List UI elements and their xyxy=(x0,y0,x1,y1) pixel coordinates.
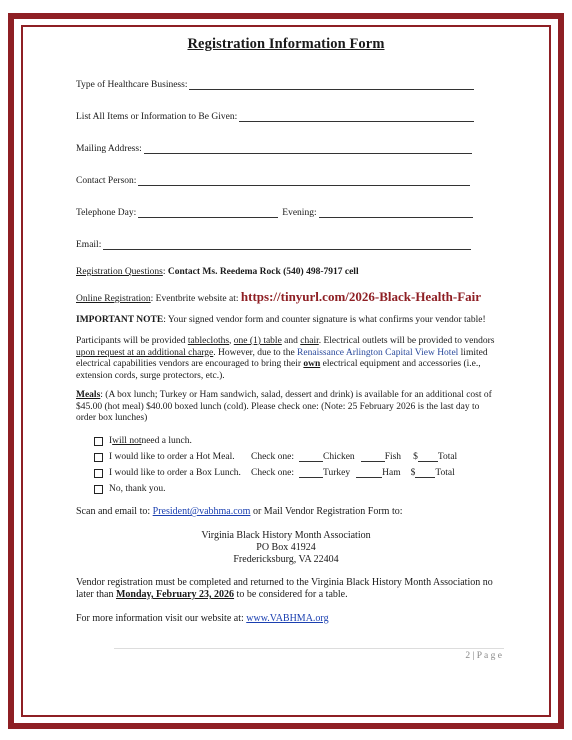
turkey-blank[interactable] xyxy=(299,468,323,478)
option-no-lunch-text: need a lunch. xyxy=(141,436,192,446)
participants-text: , xyxy=(229,336,234,346)
field-business-label: Type of Healthcare Business: xyxy=(76,80,188,90)
registration-questions-text: Contact Ms. Reedema Rock (540) 498-7917 cell xyxy=(167,267,359,277)
participants-text: . Electrical outlets will be provided to vendors xyxy=(318,336,495,346)
website-link[interactable]: www.VABHMA.org xyxy=(246,613,329,624)
field-email-label: Email: xyxy=(76,240,102,250)
field-mailing-input[interactable] xyxy=(144,144,472,154)
more-info-text: For more information visit our website at: xyxy=(76,613,247,624)
box-lunch-total-label: Total xyxy=(435,468,455,478)
field-email xyxy=(76,240,474,250)
field-business xyxy=(76,80,474,90)
hot-meal-dollar: $ xyxy=(413,452,418,462)
option-hot-meal[interactable] xyxy=(94,452,457,462)
meals-label: Meals xyxy=(76,390,101,400)
participants-text: Participants will be provided xyxy=(76,336,188,346)
field-items xyxy=(76,112,474,122)
address-org: Virginia Black History Month Association xyxy=(201,530,371,541)
meals-paragraph xyxy=(76,390,496,425)
participants-text: . However, due to the xyxy=(213,347,298,358)
meals-text: : (A box lunch; Turkey or Ham sandwich, salad, dessert and drink) is available for an additional cost of $45.00 (hot meal) $40.00 boxed lunch (cold). Please check one: (Note: 25 February 2026 is the last day to order box lunches) xyxy=(76,390,492,423)
field-contact xyxy=(76,176,474,186)
ham-label: Ham xyxy=(382,468,401,478)
hot-meal-total-label: Total xyxy=(437,452,458,462)
hot-meal-total-blank[interactable] xyxy=(418,452,438,462)
option-no-lunch-will-not: will not xyxy=(112,436,142,446)
important-note xyxy=(76,315,496,327)
checkbox-box-lunch[interactable] xyxy=(94,469,103,478)
checkbox-no-thanks[interactable] xyxy=(94,485,103,494)
form-body xyxy=(76,30,496,53)
address-po: PO Box 41924 xyxy=(256,542,316,553)
option-no-lunch[interactable] xyxy=(94,436,192,446)
checkbox-no-lunch[interactable] xyxy=(94,437,103,446)
field-telephone xyxy=(76,208,474,218)
participants-text: electrical equipment and accessories (i.e., extension cords, surge protectors, etc.). xyxy=(76,359,481,381)
page-title: Registration Information Form xyxy=(187,36,385,52)
address-city: Fredericksburg, VA 22404 xyxy=(233,554,339,565)
participants-text: and xyxy=(281,336,301,346)
page-number-value: 2 xyxy=(465,651,471,661)
more-info-line xyxy=(76,613,496,625)
page-number xyxy=(465,651,502,661)
check-one-label: Check one: xyxy=(251,452,295,462)
registration-questions: Registration Questions: Contact Ms. Reedema Rock (540) 498-7917 cell xyxy=(76,267,359,277)
participants-chair: chair xyxy=(300,336,319,346)
chicken-label: Chicken xyxy=(323,452,355,462)
participants-one-table: one (1) table xyxy=(233,336,282,346)
deadline-paragraph xyxy=(76,577,496,601)
field-mailing xyxy=(76,144,474,154)
page-number-label: P a g e xyxy=(476,651,502,661)
field-items-input[interactable] xyxy=(239,112,474,122)
option-no-lunch-text: I xyxy=(109,436,113,446)
option-hot-meal-label: I would like to order a Hot Meal. xyxy=(109,452,235,462)
option-box-lunch[interactable] xyxy=(94,468,455,478)
participants-upon-request: upon request at an additional charge xyxy=(76,347,214,358)
scan-text: Scan and email to: xyxy=(76,506,153,517)
box-lunch-dollar: $ xyxy=(410,468,416,478)
box-lunch-total-blank[interactable] xyxy=(415,468,435,478)
president-email-link[interactable]: President@vabhma.com xyxy=(152,506,251,517)
chicken-blank[interactable] xyxy=(299,452,323,462)
check-one-label: Check one: xyxy=(251,468,295,478)
deadline-text: to be considered for a table. xyxy=(234,589,348,600)
page-number-separator: | xyxy=(470,651,477,661)
field-telephone-day-input[interactable] xyxy=(138,208,278,218)
field-telephone-day-label: Telephone Day: xyxy=(76,208,137,218)
participants-tablecloths: tablecloths xyxy=(187,336,230,346)
option-no-thanks-label: No, thank you. xyxy=(109,484,166,494)
online-registration xyxy=(76,289,496,307)
turkey-label: Turkey xyxy=(323,468,351,478)
registration-questions-label: Registration Questions xyxy=(76,267,163,277)
field-evening-input[interactable] xyxy=(319,208,473,218)
ham-blank[interactable] xyxy=(356,468,382,478)
field-email-input[interactable] xyxy=(103,240,471,250)
deadline-date: Monday, February 23, 2026 xyxy=(115,589,235,600)
fish-blank[interactable] xyxy=(361,452,385,462)
important-note-label: IMPORTANT NOTE xyxy=(76,315,164,325)
participants-paragraph xyxy=(76,336,496,382)
participants-own: own xyxy=(303,359,321,369)
option-no-thanks[interactable] xyxy=(94,484,165,494)
field-business-input[interactable] xyxy=(189,80,474,90)
scan-email-line xyxy=(76,506,496,518)
online-registration-url[interactable]: https://tinyurl.com/2026-Black-Health-Fair xyxy=(240,289,482,304)
field-items-label: List All Items or Information to Be Given: xyxy=(76,112,238,122)
participants-hotel: Renaissance Arlington Capital View Hotel xyxy=(297,347,459,358)
important-note-text: : Your signed vendor form and counter signature is what confirms your vendor table! xyxy=(163,315,486,325)
field-evening-label: Evening: xyxy=(282,208,317,218)
scan-text: or Mail Vendor Registration Form to: xyxy=(250,506,403,517)
checkbox-hot-meal[interactable] xyxy=(94,453,103,462)
mailing-address-block xyxy=(76,530,496,566)
footer-divider xyxy=(114,648,504,649)
option-box-lunch-label: I would like to order a Box Lunch. xyxy=(109,468,241,478)
field-contact-label: Contact Person: xyxy=(76,176,137,186)
fish-label: Fish xyxy=(384,452,402,462)
field-mailing-label: Mailing Address: xyxy=(76,144,142,154)
online-registration-text: : Eventbrite website at: xyxy=(150,294,239,304)
participants-text: limited electrical capabilities vendors are encouraged to bring their xyxy=(76,347,488,369)
field-contact-input[interactable] xyxy=(138,176,470,186)
deadline-text: Vendor registration must be completed and returned to the Virginia Black History Month Association no later than xyxy=(76,577,493,600)
online-registration-label: Online Registration xyxy=(76,294,151,304)
